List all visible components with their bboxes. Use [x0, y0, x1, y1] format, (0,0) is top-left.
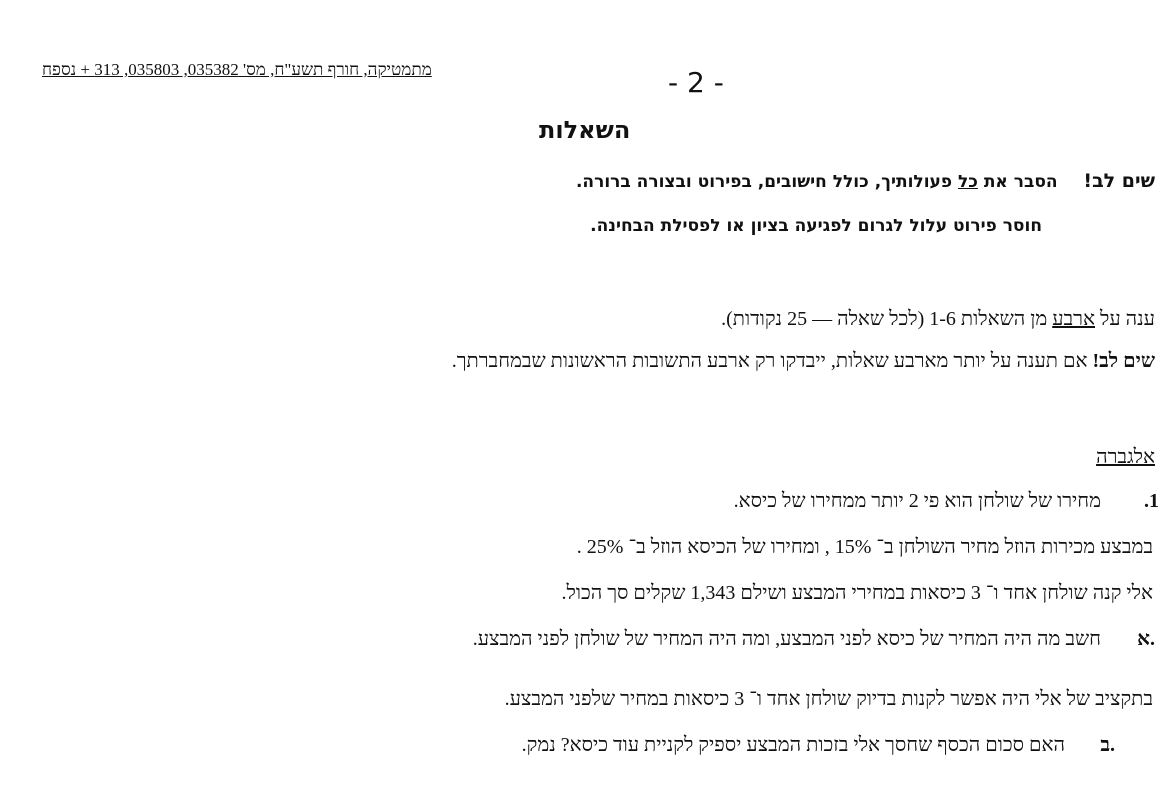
instructions-warning-text: אם תענה על יותר מארבע שאלות, ייבדקו רק ארבע התשובות הראשונות שבמחברתך. [451, 350, 1088, 372]
question-line-2: במבצע מכירות הוזל מחיר השולחן ב־ 15% , ומחירו של הכיסא הוזל ב־ 25% . [576, 536, 1153, 558]
question-line-3: אלי קנה שולחן אחד ו־ 3 כיסאות במחירי המבצע ושילם 1,343 שקלים סך הכול. [561, 582, 1153, 604]
notice-text-underlined: כל [957, 172, 978, 192]
instructions-line-2 [452, 350, 1155, 373]
course-header: מתמטיקה, חורף תשע"ח, מס' 035382, 035803, 313 + נספח [42, 60, 432, 79]
notice-label: שים לב! [1083, 170, 1155, 192]
budget-line: בתקציב של אלי היה אפשר לקנות בדיוק שולחן אחד ו־ 3 כיסאות במחיר שלפני המבצע. [504, 688, 1153, 710]
section-title: השאלות [539, 116, 631, 144]
notice-line-2: חוסר פירוט עלול לגרום לפגיעה בציון או לפסילת הבחינה. [590, 216, 1042, 236]
notice-line-1 [576, 170, 1155, 192]
instructions-text-before: ענה על [1100, 308, 1155, 330]
notice-text-after: פעולותיך, כולל חישובים, בפירוט ובצורה ברורה. [575, 172, 953, 192]
part-a-text: חשב מה היה המחיר של כיסא לפני המבצע, ומה היה המחיר של שולחן לפני המבצע. [472, 628, 1101, 650]
instructions-warning-label: שים לב! [1092, 350, 1155, 372]
instructions-text-after: מן השאלות 1-6 (לכל שאלה — 25 נקודות). [721, 308, 1048, 330]
notice-text-before: הסבר את [983, 172, 1058, 192]
part-a-label: א. [1137, 628, 1155, 650]
part-b-text: האם סכום הכסף שחסך אלי בזכות המבצע יספיק לקניית עוד כיסא? נמק. [521, 734, 1065, 756]
instructions-line-1 [721, 308, 1155, 331]
topic-heading: אלגברה [1096, 446, 1155, 468]
instructions-text-underlined: ארבע [1052, 308, 1095, 330]
question-number: .1 [1144, 490, 1159, 512]
part-b-label: ב. [1100, 734, 1115, 756]
question-line-1: מחירו של שולחן הוא פי 2 יותר ממחירו של כיסא. [733, 490, 1101, 512]
page-number: - 2 - [668, 66, 724, 99]
